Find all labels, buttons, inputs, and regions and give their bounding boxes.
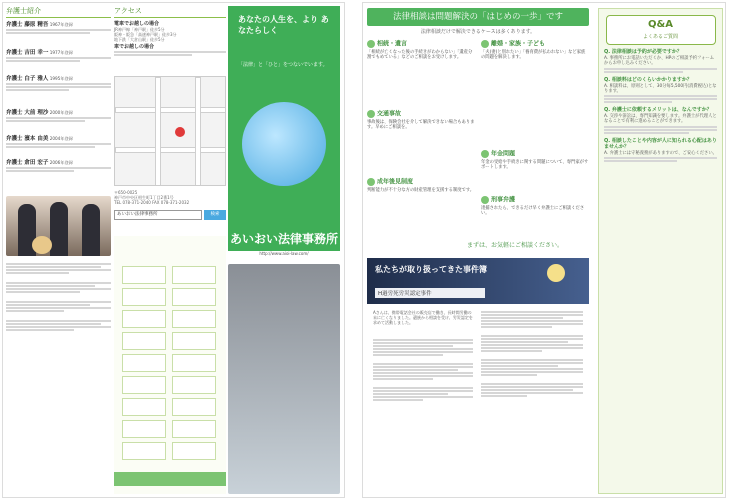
cover-url: http://www.aioi-law.com/ (259, 251, 309, 256)
service-tile (122, 354, 166, 372)
lawyers-photo (6, 196, 111, 256)
category-text: 「夫(妻)と別れたい」「養育費が払われない」など家族の問題を解決します。 (481, 50, 586, 61)
person-figure (82, 204, 100, 256)
category-criminal (481, 196, 589, 217)
service-tile (172, 376, 216, 394)
lawyer-year: 2004年登録 (49, 136, 73, 141)
category-text: 逮捕されたら、できるだけ早く弁護士にご相談ください。 (481, 206, 585, 217)
service-tile (172, 266, 216, 284)
lawyer-entry (6, 160, 111, 173)
fax-number: FAX 078-371-2032 (152, 200, 190, 205)
lawyer-year: 2000年登録 (49, 110, 73, 115)
car-icon (367, 110, 375, 118)
lawyer-entry (6, 22, 111, 35)
access-map (114, 76, 226, 186)
category-text: 「相続が亡くなった後の手続きがわからない」「遺産分割でもめている」などのご相談をお受けします。 (367, 50, 473, 61)
service-tile (122, 310, 166, 328)
map-road (195, 77, 201, 186)
qa-answer: A. 相談料は、原則として、30分毎5,500円(消費税込)となります。 (604, 83, 717, 94)
train-line: 阪神・阪急「高速神戸駅」徒歩3分 (114, 32, 177, 37)
search-button[interactable]: 検索 (204, 210, 226, 220)
category-traffic (367, 110, 475, 131)
qa-answer: A. 交渉や訴訟は、専門知識を要します。弁護士が代理人となることで有利に進めることができます。 (604, 114, 717, 125)
lawyer-name: 弁護士 大前 理沙 (6, 110, 49, 116)
service-tile (122, 398, 166, 416)
qa-answer: A. 弁護士には守秘義務がありますので、ご安心ください。 (604, 150, 717, 156)
train-access (114, 22, 226, 57)
cover-top (228, 6, 340, 226)
cover-title: あいおい法律事務所 (228, 226, 340, 251)
panel-footer-band (114, 472, 226, 486)
cover-panel (228, 6, 340, 494)
service-tile (122, 376, 166, 394)
search-label: あいおい法律事務所 (117, 212, 158, 217)
guardianship-icon (367, 178, 375, 186)
category-title: 成年後見制度 (377, 178, 414, 186)
access-heading: アクセス (114, 6, 226, 18)
consult-sub: 法律相談だけで解決できるケースは多くあります。 (420, 29, 536, 35)
category-title: 年金問題 (491, 150, 516, 158)
category-title: 刑事弁護 (491, 196, 516, 204)
service-tile (172, 332, 216, 350)
lawyer-name: 弁護士 濱本 由美 (6, 136, 49, 142)
service-grid-panel (114, 236, 226, 494)
consult-heading: 法律相談は問題解決の「はじめの一歩」です (367, 8, 589, 26)
dog-figure (32, 236, 52, 254)
category-guardianship (367, 178, 475, 193)
category-text: 年金の受給や手続きに関する問題について、専門家がサポートします。 (481, 160, 589, 171)
category-divorce (481, 40, 589, 61)
case-text-column (373, 338, 473, 402)
person-figure (50, 202, 68, 256)
category-title: 離婚・家族・子ども (491, 40, 546, 48)
postal-code: 〒650-0025 (114, 190, 138, 195)
service-tile (172, 354, 216, 372)
service-tile (172, 310, 216, 328)
qa-title: Q&A (648, 19, 673, 30)
qa-subtitle: よくあるご質問 (642, 34, 678, 40)
category-title: 相続・遺言 (377, 40, 408, 48)
qa-question: Q. 弁護士に依頼するメリットは、なんですか？ (604, 107, 712, 114)
map-road (155, 77, 161, 186)
lawyer-entry (6, 136, 111, 149)
category-text: 事故後は、保険会社を介して解決できない場合もあります。早めにご相談を。 (367, 120, 475, 131)
office-address (114, 190, 226, 205)
consult-footer: まずは、お気軽にご相談ください。 (466, 242, 563, 249)
train-access-title: 電車でお越しの場合 (114, 21, 160, 27)
case-sub: H過労死労災認定事件 (375, 288, 485, 298)
train-line: JR神戸線「神戸駅」徒歩5分 (114, 27, 165, 32)
lawyer-entry (6, 110, 111, 123)
lawyer-name: 弁護士 白子 雅人 (6, 76, 49, 82)
qa-question: Q. 相談したことや内容が人に知られる心配はありませんか？ (604, 137, 717, 150)
service-tile (122, 442, 166, 460)
case-text: Aさんは、携帯電話会社の販売店で働き、長時間労働の末に亡くなりました。遺族から相談を受け、労災認定を求めて活動しました。 (373, 310, 473, 326)
service-tile (122, 288, 166, 306)
category-inheritance (367, 40, 475, 61)
family-icon (481, 40, 489, 48)
address-line: 神戸市中央区相生町1丁目2番1号 (114, 195, 174, 200)
case-heading: 私たちが取り扱ってきた事件簿 (375, 265, 487, 274)
case-section (367, 258, 589, 494)
lawyer-name: 弁護士 倉田 宏子 (6, 160, 49, 166)
criminal-icon (481, 196, 489, 204)
lawyer-year: 2006年登録 (49, 160, 73, 165)
cover-sub: 「法律」と「ひと」をつないでいます。 (238, 62, 328, 68)
moon-icon (547, 264, 565, 282)
service-tile (172, 398, 216, 416)
left-text-column (6, 262, 111, 494)
lawyer-name: 弁護士 吉田 幸一 (6, 50, 49, 56)
category-title: 交通事故 (377, 110, 402, 118)
train-line: 地下鉄「大倉山駅」徒歩5分 (114, 37, 165, 42)
inheritance-icon (367, 40, 375, 48)
pension-icon (481, 150, 489, 158)
lawyer-name: 弁護士 藤原 精吾 (6, 22, 49, 28)
office-marker-icon (175, 127, 185, 137)
cover-catch: あなたの人生を、より あなたらしく (238, 15, 329, 35)
search-box[interactable] (114, 210, 202, 220)
map-road (115, 147, 226, 153)
lawyer-entry (6, 76, 111, 92)
service-tile (122, 332, 166, 350)
tel-number: TEL 078-371-2040 (114, 200, 151, 205)
qa-question: Q. 法律相談は予約が必要ですか？ (604, 49, 682, 55)
map-road (115, 107, 226, 113)
building-photo (228, 264, 340, 494)
qa-answer: A. 事務所にお電話いただくか、HPのご相談予約フォームからお申し込みください。 (604, 56, 715, 67)
qa-title-box (606, 15, 716, 45)
lawyer-year: 1977年登録 (49, 50, 73, 55)
qa-question: Q. 相談料はどのくらいかかりますか？ (604, 76, 692, 83)
lawyer-year: 1995年登録 (49, 76, 73, 81)
service-tile (172, 420, 216, 438)
case-text-column (481, 310, 583, 398)
service-tile (172, 442, 216, 460)
lawyer-year: 1967年登録 (49, 22, 73, 27)
category-pension (481, 150, 589, 171)
lawyer-entry (6, 50, 111, 63)
service-tile (172, 288, 216, 306)
service-tile (122, 420, 166, 438)
service-tile (122, 266, 166, 284)
intro-heading: 弁護士紹介 (6, 6, 111, 18)
globe-illustration (242, 102, 326, 186)
qa-panel (598, 8, 723, 494)
category-text: 判断能力が不十分な方の財産管理を支援する制度です。 (367, 188, 475, 193)
car-access-title: 車でお越しの場合 (114, 44, 155, 50)
